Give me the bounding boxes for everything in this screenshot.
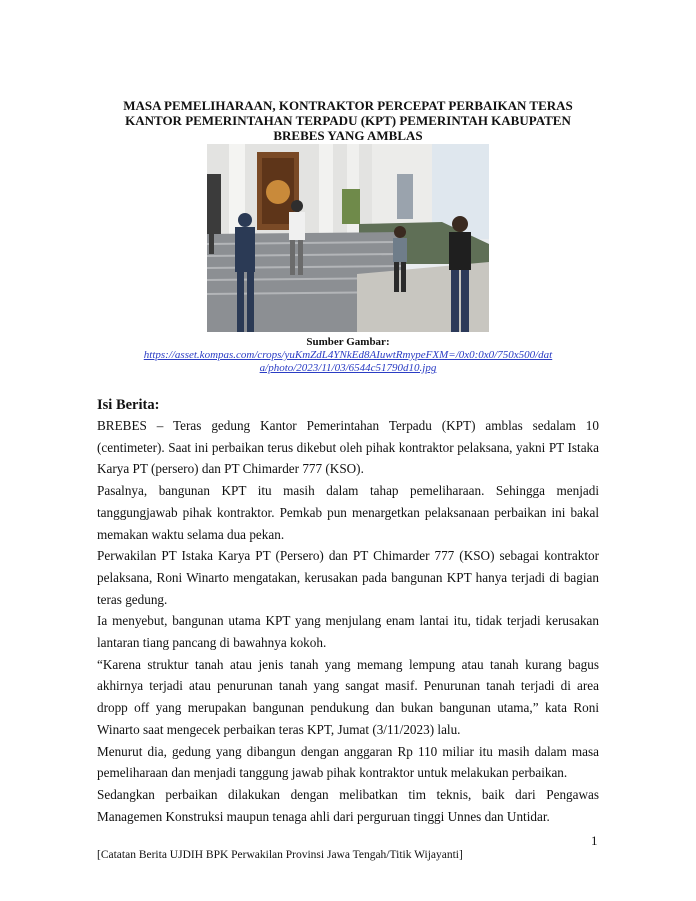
section-heading: Isi Berita: bbox=[97, 397, 160, 413]
image-caption bbox=[100, 336, 596, 375]
caption-label: Sumber Gambar: bbox=[306, 336, 390, 348]
footer-note: [Catatan Berita UJDIH BPK Perwakilan Provinsi Jawa Tengah/Titik Wijayanti] bbox=[97, 849, 463, 861]
source-url-line-1: https://asset.kompas.com/crops/yuKmZdL4YNkEd8AIuwtRmypeFXM=/0x0:0x0/750x500/dat bbox=[143, 349, 553, 361]
title-line-1: MASA PEMELIHARAAN, KONTRAKTOR PERCEPAT PERBAIKAN TERAS bbox=[123, 98, 573, 113]
paragraph: Sedangkan perbaikan dilakukan dengan melibatkan tim teknis, baik dari Pengawas Managemen Konstruksi maupun tenaga ahli dari perguruan tinggi Unnes dan Untidar. bbox=[97, 786, 599, 824]
news-photo bbox=[207, 144, 489, 332]
paragraph: BREBES – Teras gedung Kantor Pemerintahan Terpadu (KPT) amblas sedalam 10 (centimeter). Saat ini perbaikan terus dikebut oleh pihak kontraktor pelaksana, yakni PT Istaka Karya PT (persero) dan PT Chimarder 777 (KSO). bbox=[97, 418, 599, 477]
article-body bbox=[97, 415, 599, 827]
paragraph: “Karena struktur tanah atau jenis tanah yang memang lempung atau tanah kurang bagus akhirnya terjadi atau penurunan tanah yang sangat masif. Penurunan tanah terjadi di area dropp off yang merupakan bangunan pendukung dan bukan bangunan utama,” kata Roni Winarto saat mengecek perbaikan teras KPT, Jumat (3/11/2023) lalu. bbox=[97, 656, 599, 737]
paragraph: Pasalnya, bangunan KPT itu masih dalam tahap pemeliharaan. Sehingga menjadi tanggungjawab pihak kontraktor. Pemkab pun menargetkan pelaksanaan perbaikan ini bakal memakan waktu selama dua pekan. bbox=[97, 483, 599, 542]
image-source-link[interactable] bbox=[100, 349, 596, 375]
paragraph: Ia menyebut, bangunan utama KPT yang menjulang enam lantai itu, tidak terjadi kerusakan lantaran tiang pancang di bawahnya kokoh. bbox=[97, 613, 599, 651]
source-url-line-2: a/photo/2023/11/03/6544c51790d10.jpg bbox=[259, 362, 437, 374]
title-line-2: KANTOR PEMERINTAHAN TERPADU (KPT) PEMERINTAH KABUPATEN bbox=[125, 113, 571, 128]
paragraph: Menurut dia, gedung yang dibangun dengan anggaran Rp 110 miliar itu masih dalam masa pemeliharaan dan menjadi tanggung jawab pihak kontraktor untuk melakukan perbaikan. bbox=[97, 743, 599, 781]
title-line-3: BREBES YANG AMBLAS bbox=[273, 128, 423, 143]
article-title bbox=[80, 98, 616, 143]
page-number: 1 bbox=[591, 833, 598, 848]
paragraph: Perwakilan PT Istaka Karya PT (Persero) dan PT Chimarder 777 (KSO) sebagai kontraktor pelaksana, Roni Winarto mengatakan, kerusakan pada bangunan KPT hanya terjadi di bagian teras gedung. bbox=[97, 548, 599, 607]
